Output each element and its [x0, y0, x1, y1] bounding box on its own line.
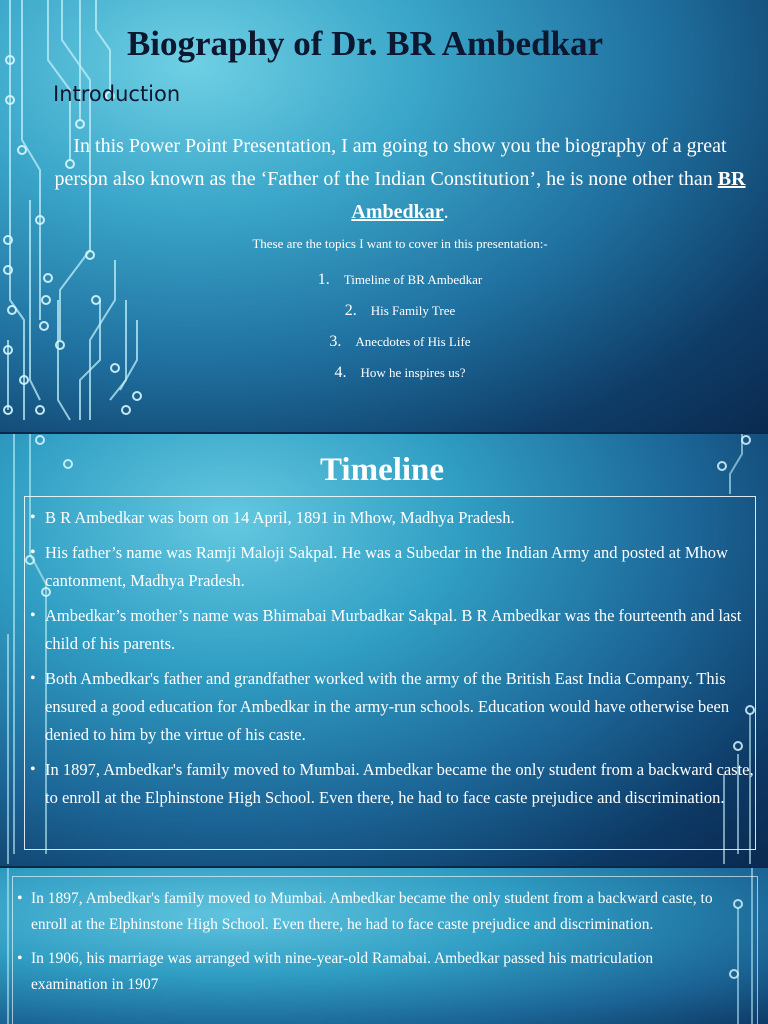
list-label: Timeline of BR Ambedkar — [343, 271, 483, 287]
bullet-text: In 1897, Ambedkar's family moved to Mumbai. Ambedkar became the only student from a backward caste, to enroll at the Elphinstone High School. Even there, he had to face caste prejudice and discrimination. — [45, 760, 754, 807]
bullet-text: In 1897, Ambedkar's family moved to Mumbai. Ambedkar became the only student from a backward caste, to enroll at the Elphinstone High School. Even there, he had to face caste prejudice and discrimination. — [31, 890, 713, 933]
list-label: How he inspires us? — [360, 364, 466, 380]
list-item — [0, 326, 768, 357]
list-number: 4. — [334, 363, 347, 381]
list-item — [17, 946, 717, 998]
topics-list — [0, 264, 768, 388]
list-item — [0, 295, 768, 326]
bullet-text: His father’s name was Ramji Maloji Sakpal. He was a Subedar in the Indian Army and posted at Mhow cantonment, Madhya Pradesh. — [45, 543, 728, 590]
list-item — [29, 602, 754, 658]
bullet-icon: • — [30, 607, 36, 624]
list-number: 3. — [329, 332, 342, 350]
name-highlight: BR Ambedkar — [351, 168, 746, 223]
slide-timeline — [0, 434, 768, 866]
list-item — [0, 264, 768, 295]
list-number: 1. — [317, 270, 330, 288]
bullet-icon: • — [30, 509, 36, 526]
slide-introduction — [0, 0, 768, 432]
intro-paragraph — [50, 130, 750, 229]
bullet-text: B R Ambedkar was born on 14 April, 1891 in Mhow, Madhya Pradesh. — [45, 508, 515, 527]
bullet-icon: • — [17, 950, 23, 967]
list-item — [29, 504, 754, 532]
intro-text: In this Power Point Presentation, I am going to show you the biography of a great person also known as the ‘Father of the Indian Constitution’, he is none other than — [54, 135, 727, 190]
slide-timeline-continued — [0, 868, 768, 1024]
list-number: 2. — [344, 301, 357, 319]
bullet-icon: • — [30, 544, 36, 561]
bullet-text: In 1906, his marriage was arranged with nine-year-old Ramabai. Ambedkar passed his matriculation examination in 1907 — [31, 950, 654, 993]
list-item — [29, 665, 754, 749]
bullet-text: Ambedkar’s mother’s name was Bhimabai Murbadkar Sakpal. B R Ambedkar was the fourteenth and last child of his parents. — [45, 606, 742, 653]
slide-title: Timeline — [320, 452, 445, 488]
intro-text-end: . — [443, 201, 449, 223]
list-item — [0, 357, 768, 388]
bullet-icon: • — [30, 670, 36, 687]
topics-intro: These are the topics I want to cover in this presentation:- — [252, 236, 548, 251]
slide-title: Biography of Dr. BR Ambedkar — [126, 24, 604, 63]
section-heading: Introduction — [53, 82, 181, 106]
list-label: Anecdotes of His Life — [355, 333, 471, 349]
bullet-icon: • — [30, 761, 36, 778]
list-item — [29, 756, 754, 812]
bullet-text: Both Ambedkar's father and grandfather worked with the army of the British East India Company. This ensured a good education for Ambedkar in the army-run schools. Education would have otherwise been denied to him by the virtue of his caste. — [45, 669, 730, 744]
list-label: His Family Tree — [370, 302, 456, 318]
timeline-bullets — [17, 886, 717, 1006]
bullet-icon: • — [17, 890, 23, 907]
timeline-bullets — [29, 504, 754, 819]
list-item — [17, 886, 717, 938]
list-item — [29, 539, 754, 595]
